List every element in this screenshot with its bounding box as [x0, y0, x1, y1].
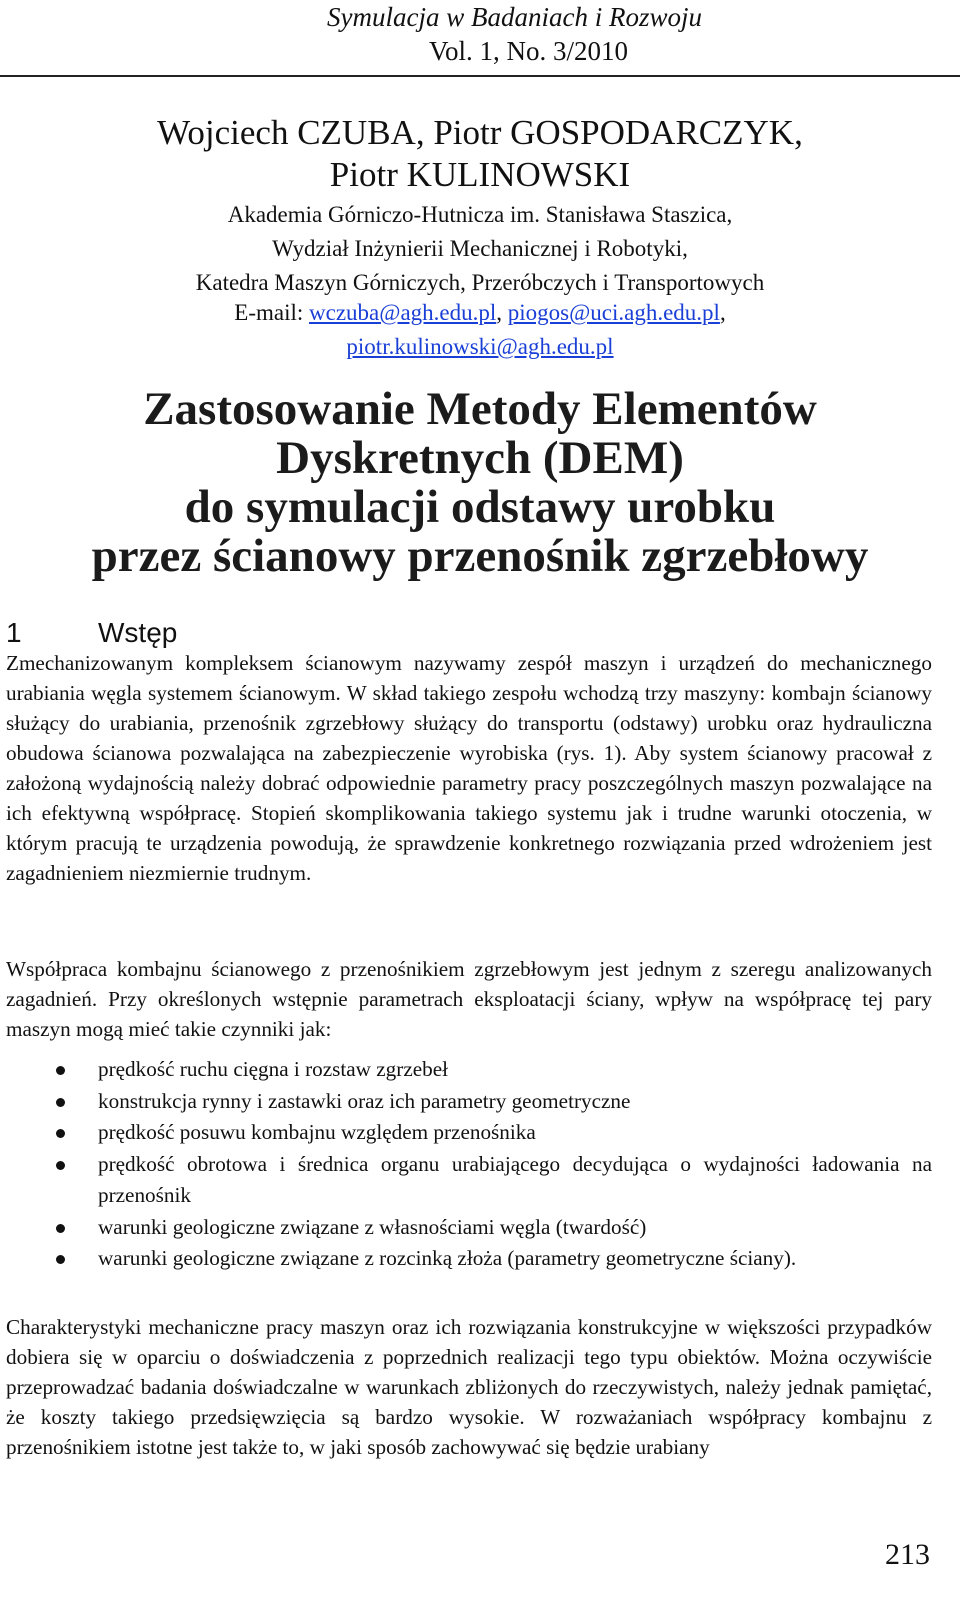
list-item-text: prędkość posuwu kombajnu względem przenośnika	[98, 1120, 536, 1144]
list-item-text: prędkość ruchu cięgna i rozstaw zgrzebeł	[98, 1057, 449, 1081]
title-line-2: Dyskretnych (DEM)	[276, 432, 684, 484]
list-item-text: prędkość obrotowa i średnica organu urabiającego decydująca o wydajności ładowania na przenośnik	[98, 1151, 932, 1207]
section-heading	[6, 617, 177, 649]
section-number: 1	[6, 617, 22, 648]
affiliation	[0, 198, 960, 300]
paragraph-2: Współpraca kombajnu ścianowego z przenośnikiem zgrzebłowym jest jednym z szeregu analizowanych zagadnień. Przy określonych wstępnie parametrach eksploatacji ściany, wpływ na współpracę tej pary maszyn mogą mieć takie czynniki jak:	[6, 957, 932, 1041]
journal-name: Symulacja w Badaniach i Rozwoju	[327, 2, 702, 32]
affiliation-line-2: Wydział Inżynierii Mechanicznej i Robotyki,	[272, 236, 688, 261]
affiliation-line-1: Akademia Górniczo-Hutnicza im. Stanisława Staszica,	[227, 202, 733, 227]
list-item	[6, 1243, 932, 1275]
email-link-czuba[interactable]: wczuba@agh.edu.pl	[309, 300, 497, 325]
paragraph-3: Charakterystyki mechaniczne pracy maszyn oraz ich rozwiązania konstrukcyjne w większości przypadków dobiera się w oparciu o doświadczenia z poprzednich realizacji tego typu obiektów. Można oczywiście przeprowadzać badania doświadczalne w warunkach zbliżonych do rzeczywistych, należy jednak pamiętać, że koszty takiego przedsięwzięcia są bardzo wysokie. W rozważaniach współpracy kombajnu z przenośnikiem istotne jest także to, w jaki sposób zachowywać się będzie urabiany	[6, 1315, 932, 1459]
email-prefix: E-mail:	[234, 300, 310, 325]
section-title: Wstęp	[98, 617, 178, 648]
paper-title	[0, 385, 960, 581]
bullet-icon	[56, 1129, 65, 1138]
bullet-icon	[56, 1255, 65, 1264]
journal-volume: Vol. 1, No. 3/2010	[428, 36, 628, 66]
authors-line-1: Wojciech CZUBA, Piotr GOSPODARCZYK,	[157, 113, 803, 152]
authors	[0, 112, 960, 196]
list-item-text: warunki geologiczne związane z rozcinką złoża (parametry geometryczne ściany).	[98, 1246, 797, 1270]
title-line-3: do symulacji odstawy urobku	[184, 481, 776, 533]
bullet-icon	[56, 1066, 65, 1075]
email-separator: ,	[719, 300, 726, 325]
email-block	[0, 296, 960, 364]
email-link-gospodarczyk[interactable]: piogos@uci.agh.edu.pl	[507, 300, 720, 325]
header-rule	[0, 75, 960, 77]
list-item	[6, 1086, 932, 1118]
list-item	[6, 1149, 932, 1212]
authors-line-2: Piotr KULINOWSKI	[329, 155, 631, 194]
page-number: 213	[885, 1538, 930, 1571]
bullet-icon	[56, 1161, 65, 1170]
email-line-2	[0, 330, 960, 364]
title-line-4: przez ścianowy przenośnik zgrzebłowy	[91, 530, 869, 582]
email-link-kulinowski[interactable]: piotr.kulinowski@agh.edu.pl	[346, 334, 614, 359]
list-item-text: konstrukcja rynny i zastawki oraz ich parametry geometryczne	[98, 1088, 631, 1113]
list-item	[6, 1054, 932, 1086]
paragraph-1: Zmechanizowanym kompleksem ścianowym nazywamy zespół maszyn i urządzeń do mechanicznego urabiania węgla systemem ścianowym. W skład takiego zespołu wchodzą trzy maszyny: kombajn ścianowy służący do urabiania, przenośnik zgrzebłowy służący do transportu (odstawy) urobku oraz hydrauliczna obudowa ścianowa pozwalająca na zabezpieczenie wyrobiska (rys. 1). Aby system ścianowy pracował z założoną wydajnością należy dobrać odpowiednie parametry pracy poszczególnych maszyn pozwalające na ich efektywną współpracę. Stopień skomplikowania takiego systemu jak i trudne warunki otoczenia, w którym pracują te urządzenia powodują, że sprawdzenie konkretnego rozwiązania przed wdrożeniem jest zagadnieniem niezmiernie trudnym.	[6, 651, 932, 885]
email-separator: ,	[496, 300, 508, 325]
email-line-1	[0, 296, 960, 330]
list-item-text: warunki geologiczne związane z własnościami węgla (twardość)	[98, 1214, 647, 1239]
factors-list	[6, 1054, 932, 1275]
list-item	[6, 1212, 932, 1244]
list-item	[6, 1117, 932, 1149]
title-line-1: Zastosowanie Metody Elementów	[143, 383, 817, 435]
affiliation-line-3: Katedra Maszyn Górniczych, Przeróbczych i Transportowych	[195, 270, 765, 295]
bullet-icon	[56, 1098, 65, 1107]
bullet-icon	[56, 1224, 65, 1233]
